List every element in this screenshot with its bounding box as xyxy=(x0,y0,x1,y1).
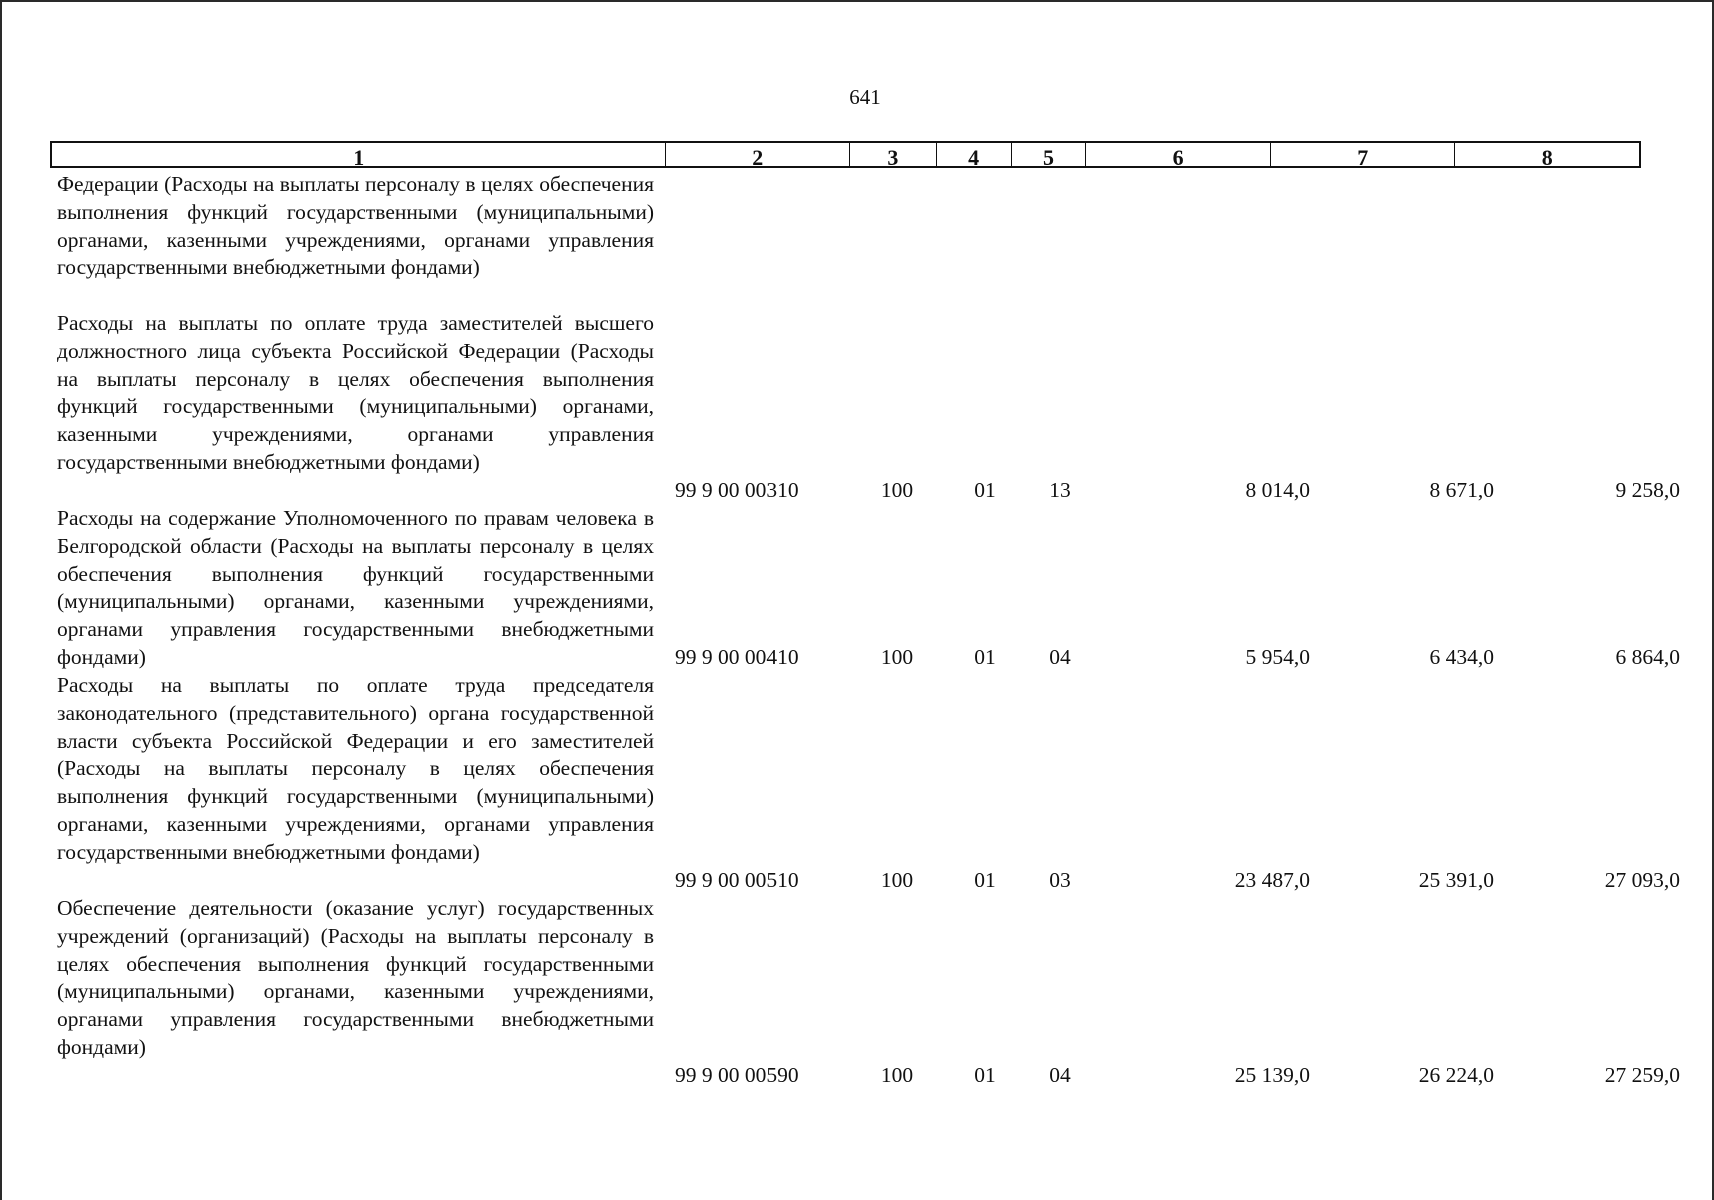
column-header-6: 6 xyxy=(1086,143,1271,166)
table-row xyxy=(50,672,1680,895)
scan-edge-left xyxy=(0,0,2,1200)
row-col-5: 13 xyxy=(1049,478,1071,503)
row-col-4: 01 xyxy=(974,645,996,670)
row-col-6: 23 487,0 xyxy=(1234,868,1310,893)
table-row xyxy=(50,895,1680,1090)
row-col-5: 04 xyxy=(1049,645,1071,670)
row-col-8: 9 258,0 xyxy=(1615,478,1680,503)
table-row xyxy=(50,171,1641,310)
row-col-7: 6 434,0 xyxy=(1429,645,1494,670)
row-code: 99 9 00 00310 xyxy=(675,478,799,503)
column-header-2: 2 xyxy=(666,143,850,166)
row-col-7: 8 671,0 xyxy=(1429,478,1494,503)
row-col-7: 25 391,0 xyxy=(1418,868,1494,893)
row-col-8: 27 093,0 xyxy=(1604,868,1680,893)
row-description: Расходы на выплаты по оплате труда заместителей высшего должностного лица субъекта Российской Федерации (Расходы на выплаты персоналу в целях обеспечения выполнения функций государственными (муниципальными) органами, казенными учреждениями, органами управления государственными внебюджетными фондами) xyxy=(57,311,654,474)
row-col-4: 01 xyxy=(974,478,996,503)
row-col-8: 27 259,0 xyxy=(1604,1063,1680,1088)
column-header-3: 3 xyxy=(850,143,937,166)
row-col-3: 100 xyxy=(880,1063,914,1088)
row-col-6: 25 139,0 xyxy=(1234,1063,1310,1088)
row-description: Федерации (Расходы на выплаты персоналу в целях обеспечения выполнения функций государственными (муниципальными) органами, казенными учреждениями, органами управления государственными внебюджетными фондами) xyxy=(57,172,654,280)
column-header-4: 4 xyxy=(937,143,1012,166)
scan-edge-top xyxy=(0,0,1714,2)
row-col-6: 5 954,0 xyxy=(1245,645,1310,670)
column-header-8: 8 xyxy=(1541,145,1553,170)
row-code: 99 9 00 00510 xyxy=(675,868,799,893)
row-col-5: 04 xyxy=(1049,1063,1071,1088)
row-col-3: 100 xyxy=(880,478,914,503)
row-description: Обеспечение деятельности (оказание услуг) государственных учреждений (организаций) (Расходы на выплаты персоналу в целях обеспечения выполнения функций государственными (муниципальными) органами, казенными учреждениями, органами управления государственными внебюджетными фондами) xyxy=(57,896,654,1059)
table-row xyxy=(50,310,1680,505)
row-col-5: 03 xyxy=(1049,868,1071,893)
column-header-5: 5 xyxy=(1012,143,1087,166)
row-description: Расходы на содержание Уполномоченного по правам человека в Белгородской области (Расходы на выплаты персоналу в целях обеспечения выполнения функций государственными (муниципальными) органами, казенными учреждениями, органами управления государственными внебюджетными фондами) xyxy=(57,506,654,669)
row-description: Расходы на выплаты по оплате труда председателя законодательного (представительного) органа государственной власти субъекта Российской Федерации и его заместителей (Расходы на выплаты персоналу в целях обеспечения выполнения функций государственными (муниципальными) органами, казенными учреждениями, органами управления государственными внебюджетными фондами) xyxy=(57,673,654,864)
column-header-1: 1 xyxy=(52,143,666,166)
row-col-3: 100 xyxy=(880,645,914,670)
page-number: 641 xyxy=(849,85,881,109)
row-col-6: 8 014,0 xyxy=(1245,478,1310,503)
row-code: 99 9 00 00410 xyxy=(675,645,799,670)
column-header-7: 7 xyxy=(1271,143,1456,166)
row-code: 99 9 00 00590 xyxy=(675,1063,799,1088)
table-header xyxy=(50,141,1641,168)
row-col-8: 6 864,0 xyxy=(1615,645,1680,670)
row-col-4: 01 xyxy=(974,868,996,893)
row-col-4: 01 xyxy=(974,1063,996,1088)
table-row xyxy=(50,505,1680,672)
row-col-7: 26 224,0 xyxy=(1418,1063,1494,1088)
row-col-3: 100 xyxy=(880,868,914,893)
